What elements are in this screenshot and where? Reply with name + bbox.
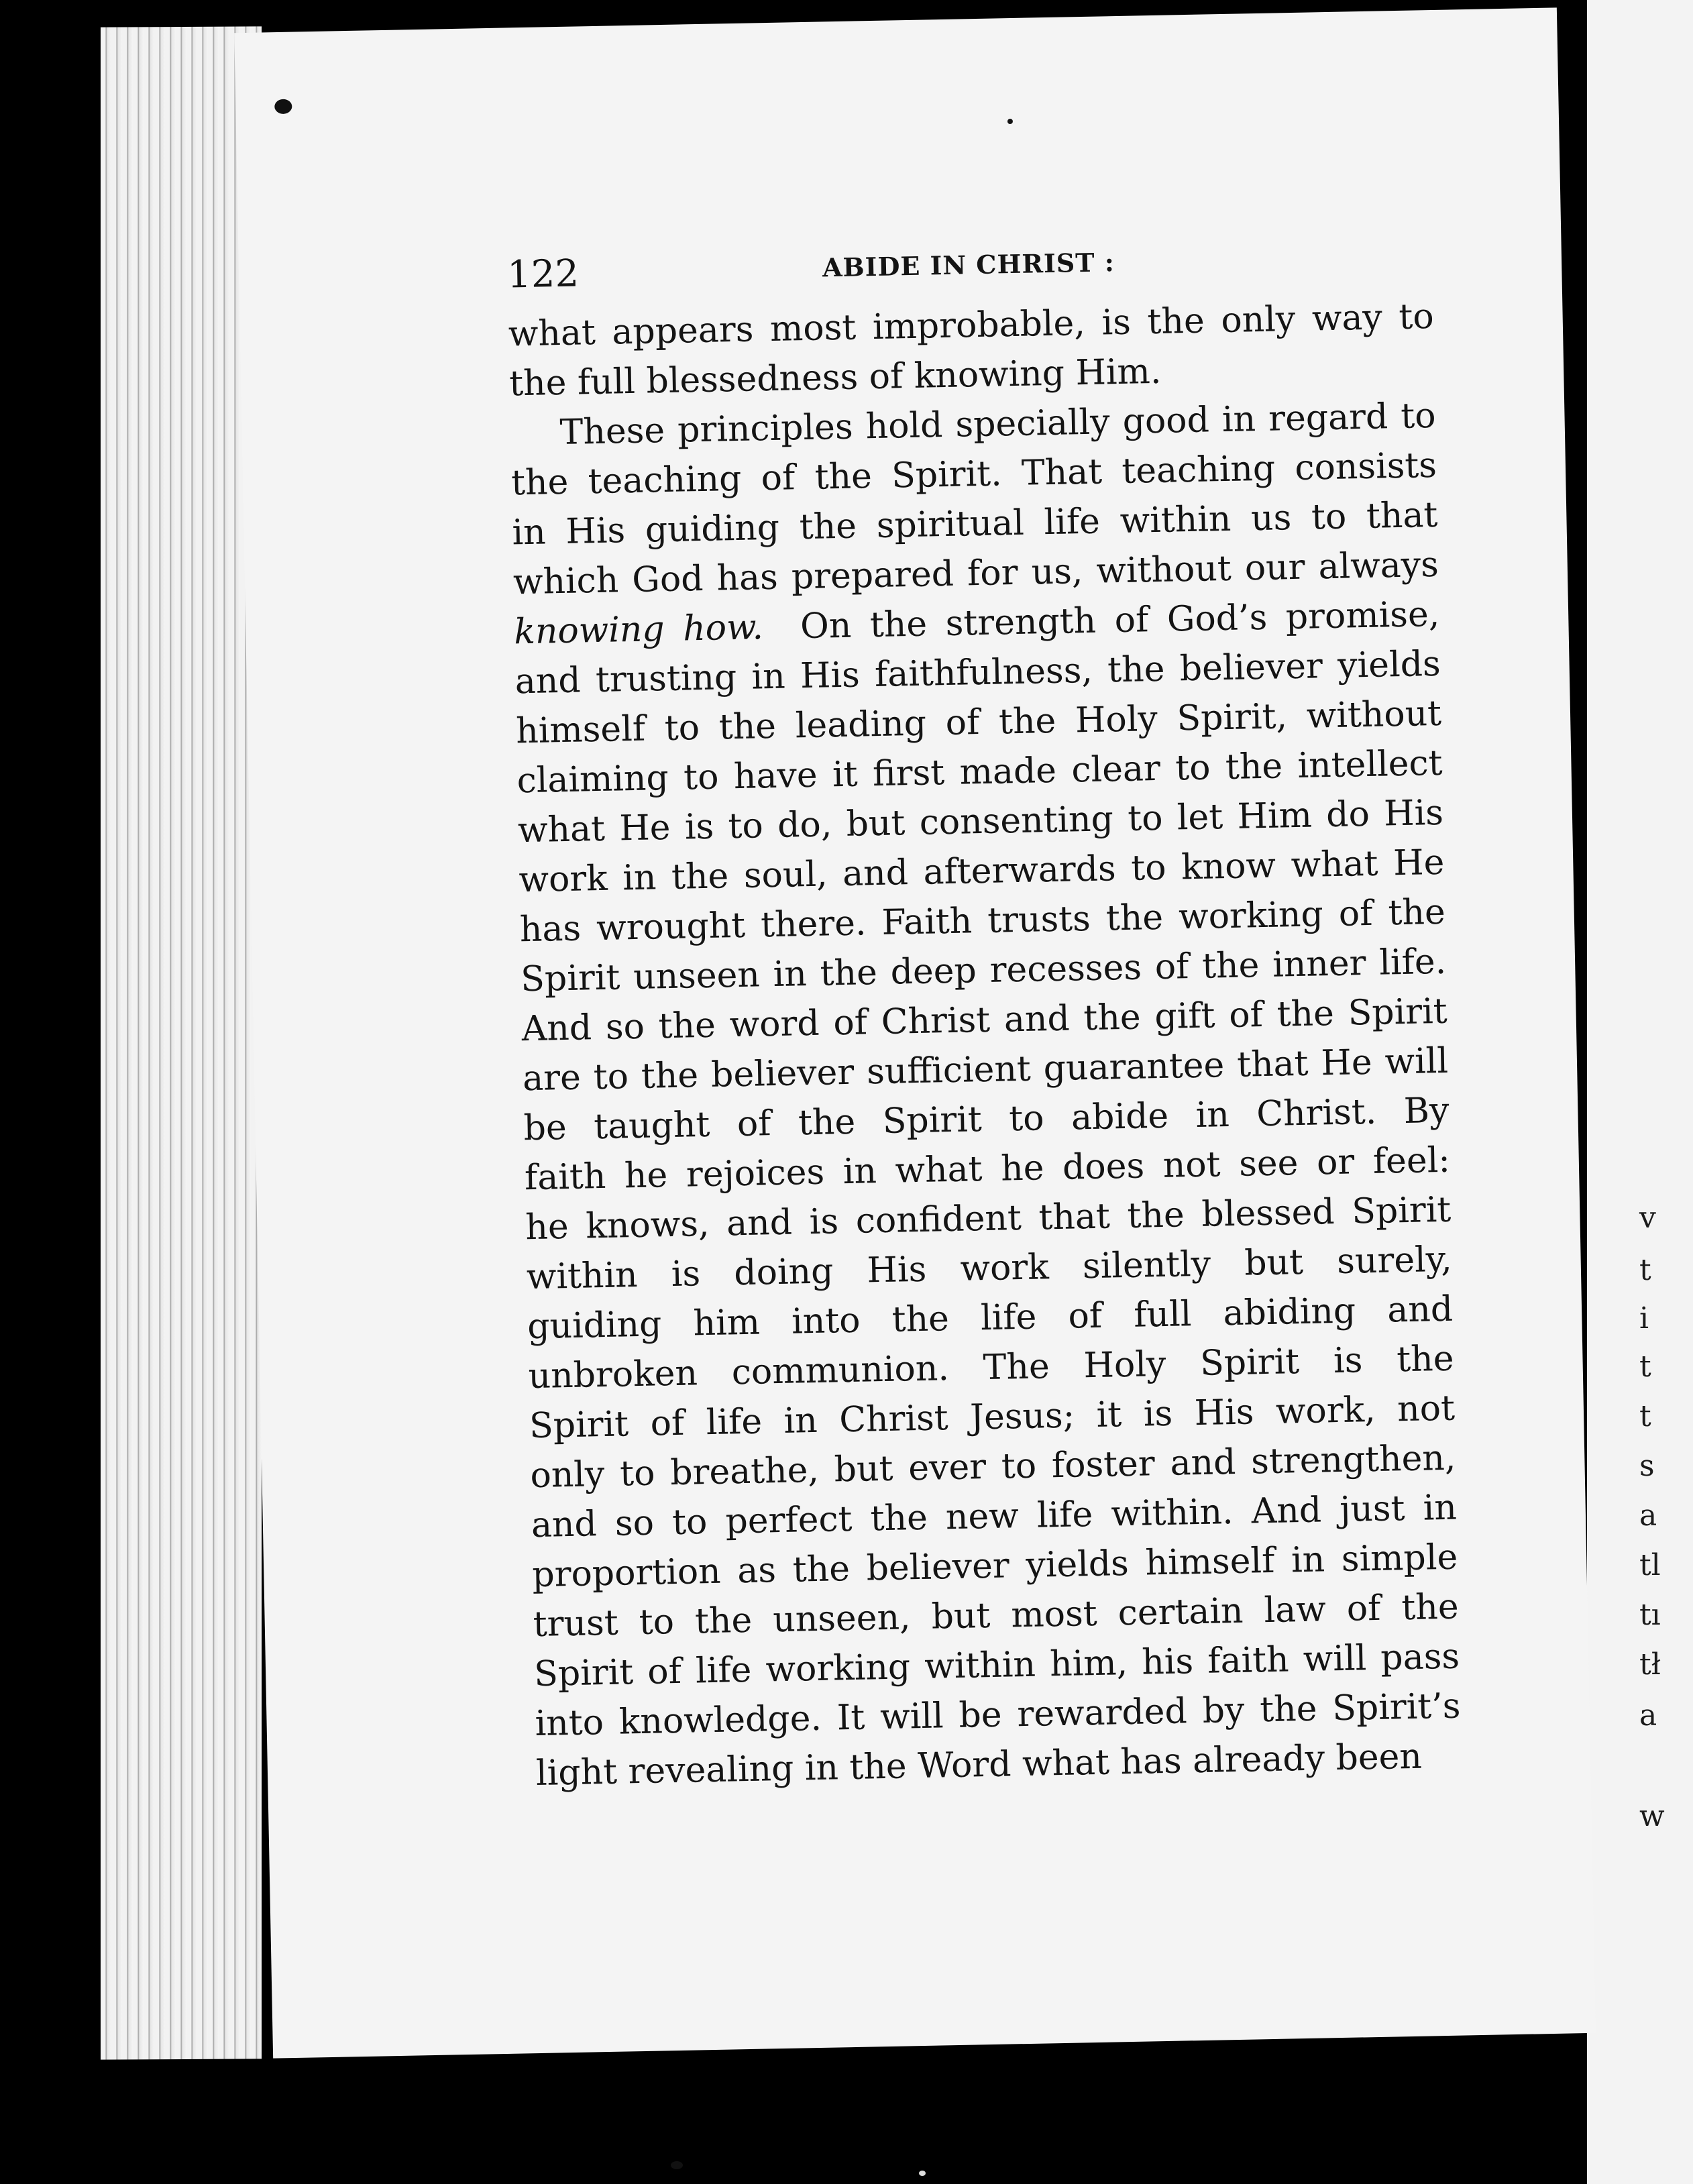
text-line: what appears most improbable, is the only way to (508, 296, 1435, 355)
scan-speck (671, 2161, 683, 2169)
italic-phrase: knowing how. (513, 607, 764, 653)
facing-page-fragment: a (1639, 1698, 1657, 1733)
facing-page-fragment: t (1639, 1350, 1651, 1384)
text-line: These principles hold specially good in regard to (559, 395, 1437, 453)
text-line: he knows, and is confident that the blessed Spirit (525, 1189, 1452, 1248)
scan-speck (919, 2171, 926, 2176)
text-line: are to the believer sufficient guarantee that He will (522, 1040, 1449, 1099)
facing-page-fragment: tı (1639, 1598, 1661, 1632)
facing-page-fragment: t (1639, 1399, 1651, 1433)
text-line: And so the word of Christ and the gift of the Spirit (521, 991, 1448, 1050)
text-line: Spirit of life in Christ Jesus; it is His work, not (529, 1388, 1456, 1447)
text-line: guiding him into the life of full abiding and (527, 1289, 1454, 1348)
facing-page (1587, 0, 1693, 2184)
italic-text-line: which God has prepared for us, without our always (512, 544, 1439, 603)
text-line: has wrought there. Faith trusts the working of the (519, 891, 1446, 950)
text-line: only to breathe, but ever to foster and strengthen, (529, 1437, 1456, 1496)
facing-page-fragment: s (1639, 1449, 1655, 1483)
running-title: ABIDE IN CHRIST : (822, 247, 1115, 283)
text-line: be taught of the Spirit to abide in Christ. By (523, 1090, 1450, 1149)
page-edges (101, 26, 262, 2059)
facing-page-fragment: v (1639, 1201, 1656, 1235)
text-line: what He is to do, but consenting to let Him do His (517, 792, 1444, 851)
text-line: claiming to have it first made clear to the intellect (516, 743, 1443, 802)
text-line: faith he rejoices in what he does not see or feel: (524, 1140, 1451, 1199)
text-line: Spirit unseen in the deep recesses of the inner life. (520, 941, 1447, 1000)
text-line: into knowledge. It will be rewarded by the Spirit’s (535, 1686, 1461, 1745)
text-line: the teaching of the Spirit. That teaching consists (510, 445, 1437, 504)
text-line: and trusting in His faithfulness, the believer yields (514, 643, 1441, 702)
facing-page-fragment: t (1639, 1253, 1651, 1287)
text-line: within is doing His work silently but surely, (526, 1239, 1453, 1298)
facing-page-fragment: a (1639, 1498, 1657, 1533)
facing-page-fragment: w (1639, 1799, 1665, 1833)
text-line: work in the soul, and afterwards to know what He (518, 842, 1445, 901)
scan-speck (274, 99, 292, 114)
paragraph-1 (508, 292, 1435, 408)
text-line: trust to the unseen, but most certain law of the (533, 1586, 1460, 1645)
roman-phrase: On the strength of God’s promise, (800, 594, 1440, 647)
facing-page-fragment: tł (1639, 1647, 1661, 1682)
text-line: and so to perfect the new life within. And just in (531, 1487, 1458, 1546)
facing-page-fragment: i (1639, 1301, 1649, 1335)
page-number: 122 (506, 252, 580, 297)
italic-text-line: in His guiding the spiritual life within us to that (511, 494, 1438, 553)
facing-page-fragment: tl (1639, 1548, 1661, 1582)
scan-speck (1007, 119, 1013, 124)
text-line: light revealing in the Word what has already been (535, 1736, 1423, 1794)
text-line: Spirit of life working within him, his faith will pass (533, 1636, 1460, 1695)
text-line: unbroken communion. The Holy Spirit is the (528, 1338, 1455, 1397)
book-page (234, 7, 1596, 2058)
page-text (506, 211, 1462, 1798)
text-line: the full blessedness of knowing Him. (508, 351, 1162, 404)
text-line: himself to the leading of the Holy Spirit, without (515, 693, 1442, 752)
text-line: proportion as the believer yields himself in simple (531, 1537, 1458, 1596)
paragraph-2 (510, 391, 1462, 1798)
